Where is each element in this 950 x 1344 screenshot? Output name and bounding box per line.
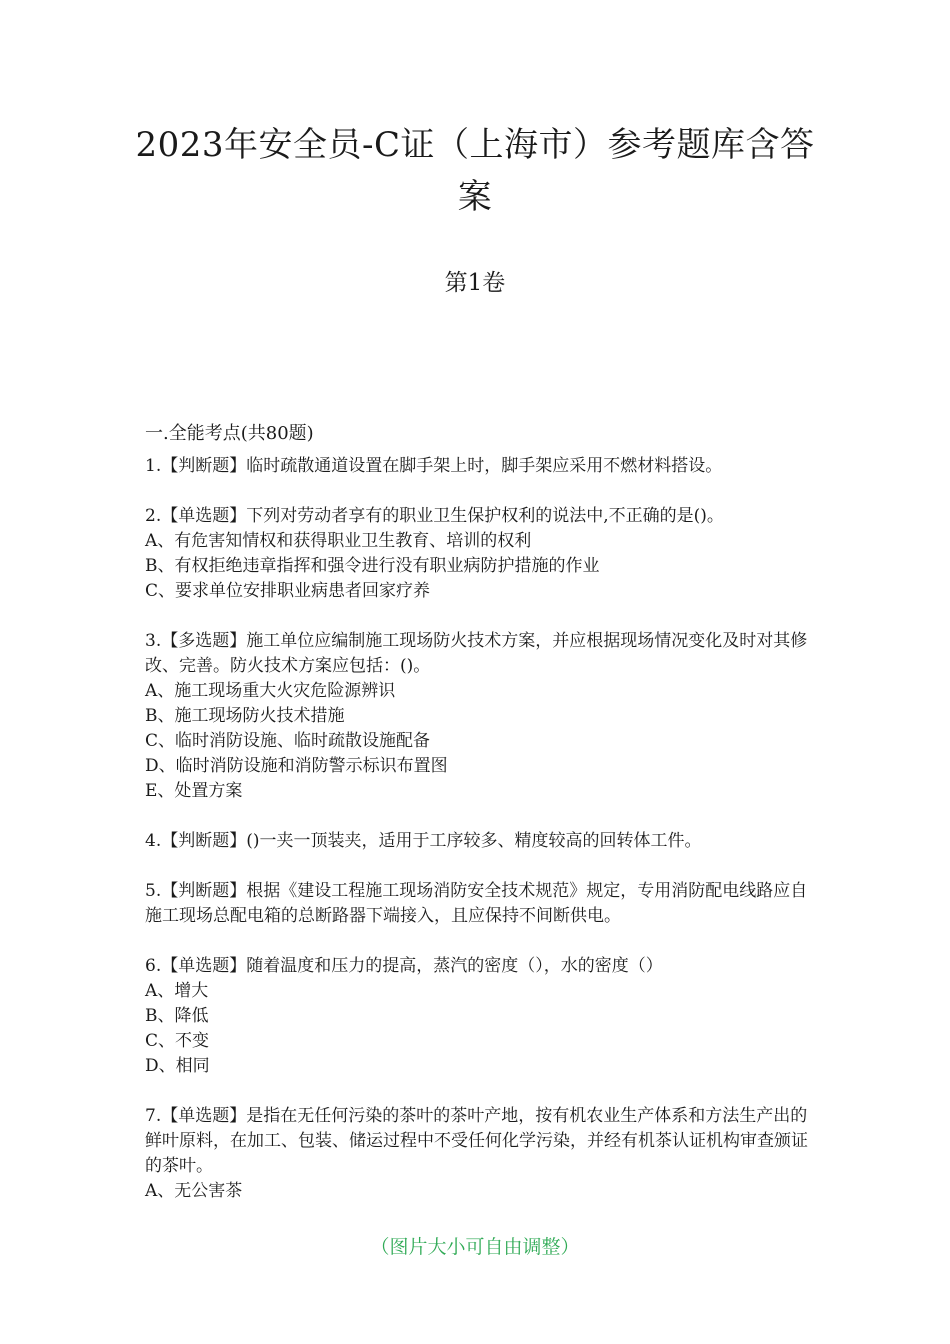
answer-option: E、处置方案 [145, 781, 243, 801]
question-item [145, 504, 815, 604]
question-list [145, 420, 815, 1229]
question-item [145, 629, 815, 804]
answer-option: C、要求单位安排职业病患者回家疗养 [145, 581, 431, 601]
answer-option: A、增大 [145, 981, 209, 1001]
question-stem: 7.【单选题】是指在无任何污染的茶叶的茶叶产地，按有机农业生产体系和方法生产出的鲜叶原料，在加工、包装、储运过程中不受任何化学污染，并经有机茶认证机构审查颁证的茶叶。 [145, 1106, 808, 1176]
document-title: 2023年安全员-C证（上海市）参考题库含答案 [135, 124, 815, 217]
question-stem: 6.【单选题】随着温度和压力的提高，蒸汽的密度（），水的密度（） [145, 956, 663, 976]
answer-option: C、临时消防设施、临时疏散设施配备 [145, 731, 431, 751]
answer-option: B、有权拒绝违章指挥和强令进行没有职业病防护措施的作业 [145, 556, 600, 576]
answer-option: C、不变 [145, 1031, 210, 1051]
question-stem: 5.【判断题】根据《建设工程施工现场消防安全技术规范》规定，专用消防配电线路应自施工现场总配电箱的总断路器下端接入，且应保持不间断供电。 [145, 881, 808, 926]
question-stem: 2.【单选题】下列对劳动者享有的职业卫生保护权利的说法中,不正确的是()。 [145, 506, 724, 526]
question-item [145, 454, 815, 479]
question-stem: 4.【判断题】()一夹一顶装夹，适用于工序较多、精度较高的回转体工件。 [145, 831, 702, 851]
question-stem: 1.【判断题】临时疏散通道设置在脚手架上时，脚手架应采用不燃材料搭设。 [145, 456, 723, 476]
question-item [145, 1104, 815, 1204]
answer-option: B、降低 [145, 1006, 209, 1026]
image-caption: （图片大小可自由调整） [370, 1236, 580, 1258]
question-item [145, 829, 815, 854]
answer-option: A、有危害知情权和获得职业卫生教育、培训的权利 [145, 531, 532, 551]
question-stem: 3.【多选题】施工单位应编制施工现场防火技术方案，并应根据现场情况变化及时对其修改、完善。防火技术方案应包括：()。 [145, 631, 808, 676]
answer-option: A、无公害茶 [145, 1181, 243, 1201]
answer-option: D、临时消防设施和消防警示标识布置图 [145, 756, 448, 776]
section-heading: 一.全能考点(共80题) [145, 423, 314, 444]
answer-option: A、施工现场重大火灾危险源辨识 [145, 681, 396, 701]
answer-option: B、施工现场防火技术措施 [145, 706, 345, 726]
answer-option: D、相同 [145, 1056, 210, 1076]
volume-label: 第1卷 [444, 270, 506, 296]
question-item [145, 879, 815, 929]
question-item [145, 954, 815, 1079]
questions-container [145, 454, 815, 1204]
